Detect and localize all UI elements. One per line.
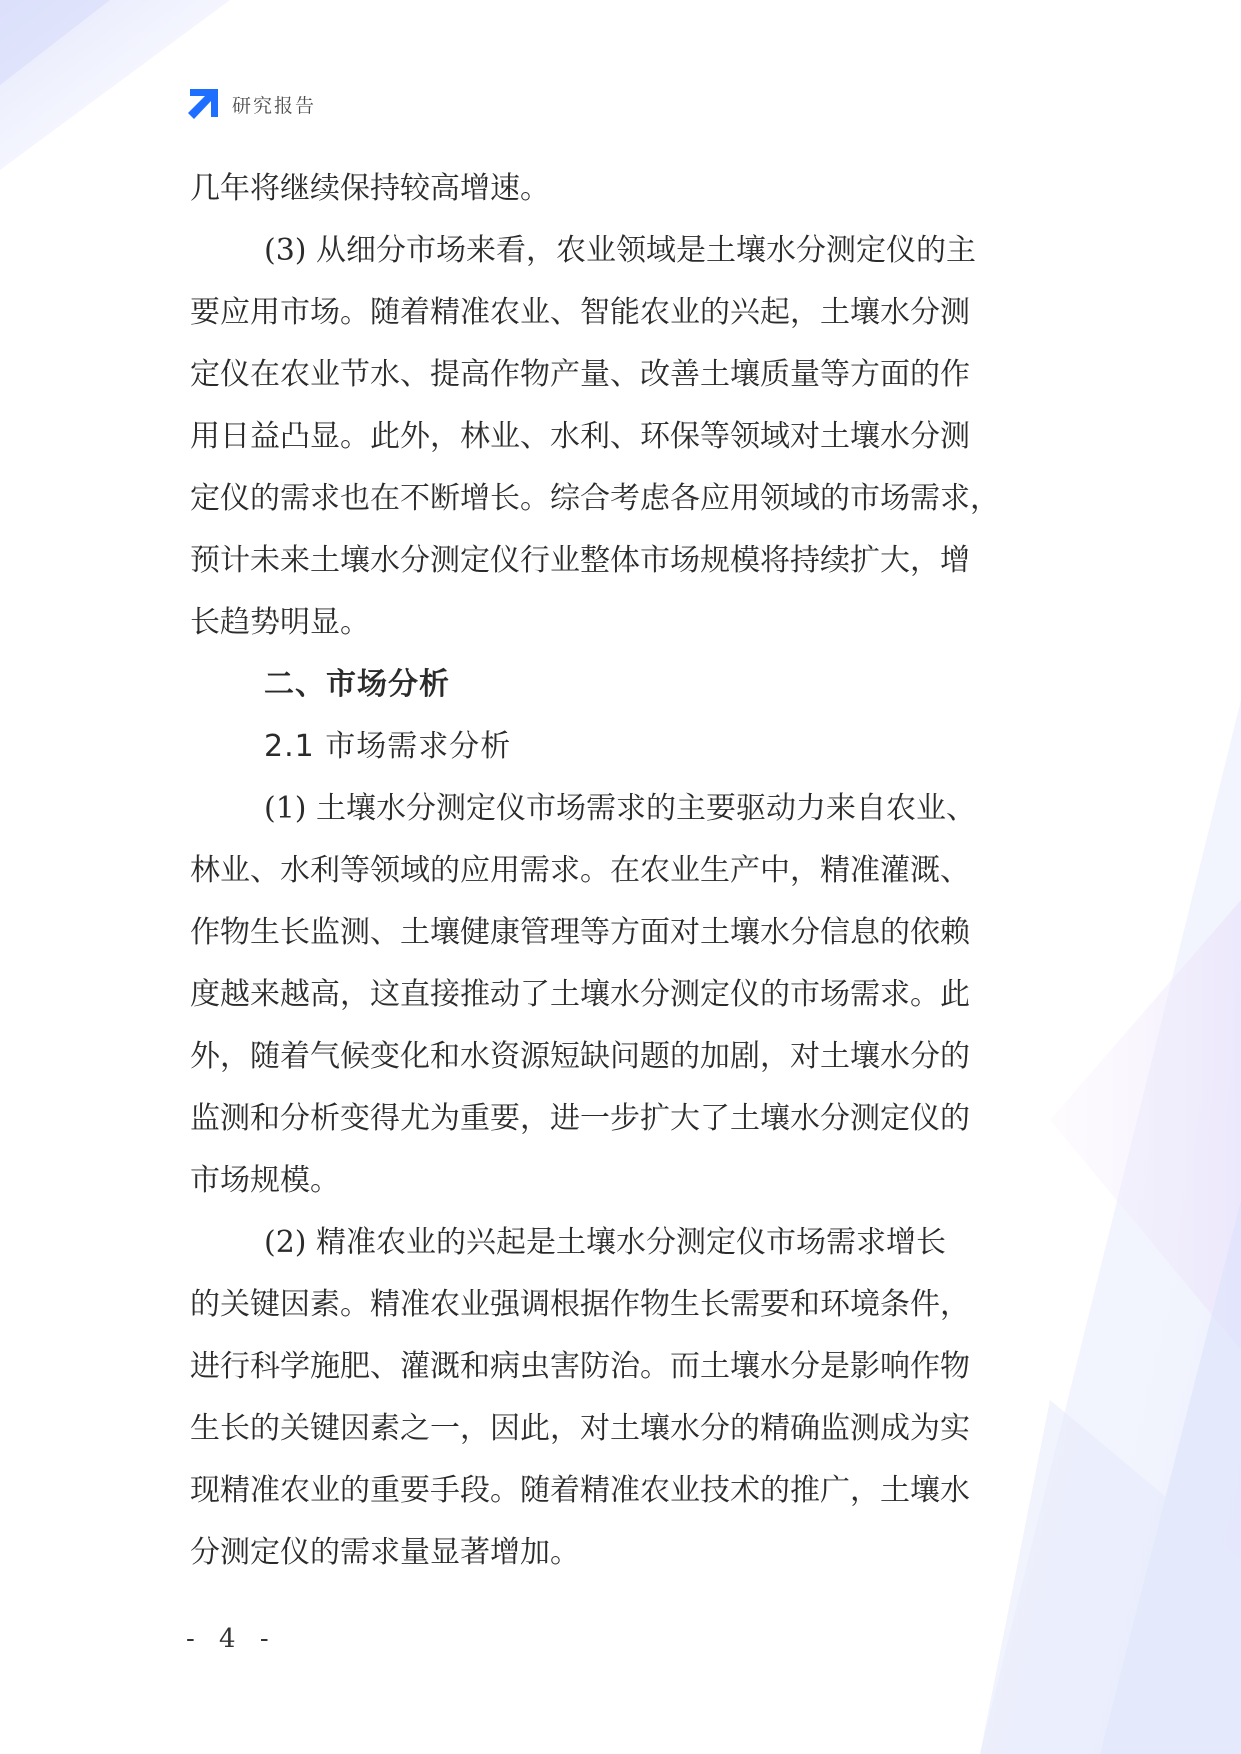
page-number: - 4 - (186, 1624, 277, 1654)
text-line: 市场规模。 (190, 1163, 340, 1198)
text-line: 定仪的需求也在不断增长。综合考虑各应用领域的市场需求， (190, 481, 1000, 516)
text-line: 的关键因素。精准农业强调根据作物生长需要和环境条件， (190, 1287, 970, 1322)
text-line: 预计未来土壤水分测定仪行业整体市场规模将持续扩大，增 (190, 543, 970, 578)
text-line: 度越来越高，这直接推动了土壤水分测定仪的市场需求。此 (190, 977, 970, 1012)
text-line: 要应用市场。随着精准农业、智能农业的兴起，土壤水分测 (190, 295, 970, 330)
text-line: 几年将继续保持较高增速。 (190, 171, 550, 206)
text-line: (1) 土壤水分测定仪市场需求的主要驱动力来自农业、 (264, 791, 977, 826)
body-text (190, 158, 1070, 1584)
text-line: (3) 从细分市场来看，农业领域是土壤水分测定仪的主 (264, 233, 977, 268)
text-line: 外，随着气候变化和水资源短缺问题的加剧，对土壤水分的 (190, 1039, 970, 1074)
text-line: 监测和分析变得尤为重要，进一步扩大了土壤水分测定仪的 (190, 1101, 970, 1136)
text-line: 现精准农业的重要手段。随着精准农业技术的推广，土壤水 (190, 1473, 970, 1508)
report-header (186, 86, 316, 122)
text-line: 进行科学施肥、灌溉和病虫害防治。而土壤水分是影响作物 (190, 1349, 970, 1384)
text-line: 分测定仪的需求量显著增加。 (190, 1535, 580, 1570)
text-line: 用日益凸显。此外，林业、水利、环保等领域对土壤水分测 (190, 419, 970, 454)
section-heading: 二、市场分析 (264, 667, 450, 702)
text-line: 林业、水利等领域的应用需求。在农业生产中，精准灌溉、 (190, 853, 970, 888)
subsection-heading: 2.1 市场需求分析 (264, 729, 512, 764)
text-line: 生长的关键因素之一，因此，对土壤水分的精确监测成为实 (190, 1411, 970, 1446)
arrow-logo-icon (186, 87, 220, 121)
header-label: 研究报告 (232, 94, 317, 117)
text-line: 作物生长监测、土壤健康管理等方面对土壤水分信息的依赖 (190, 915, 970, 950)
text-line: 定仪在农业节水、提高作物产量、改善土壤质量等方面的作 (190, 357, 970, 392)
text-line: (2) 精准农业的兴起是土壤水分测定仪市场需求增长 (264, 1225, 947, 1260)
text-line: 长趋势明显。 (190, 605, 370, 640)
